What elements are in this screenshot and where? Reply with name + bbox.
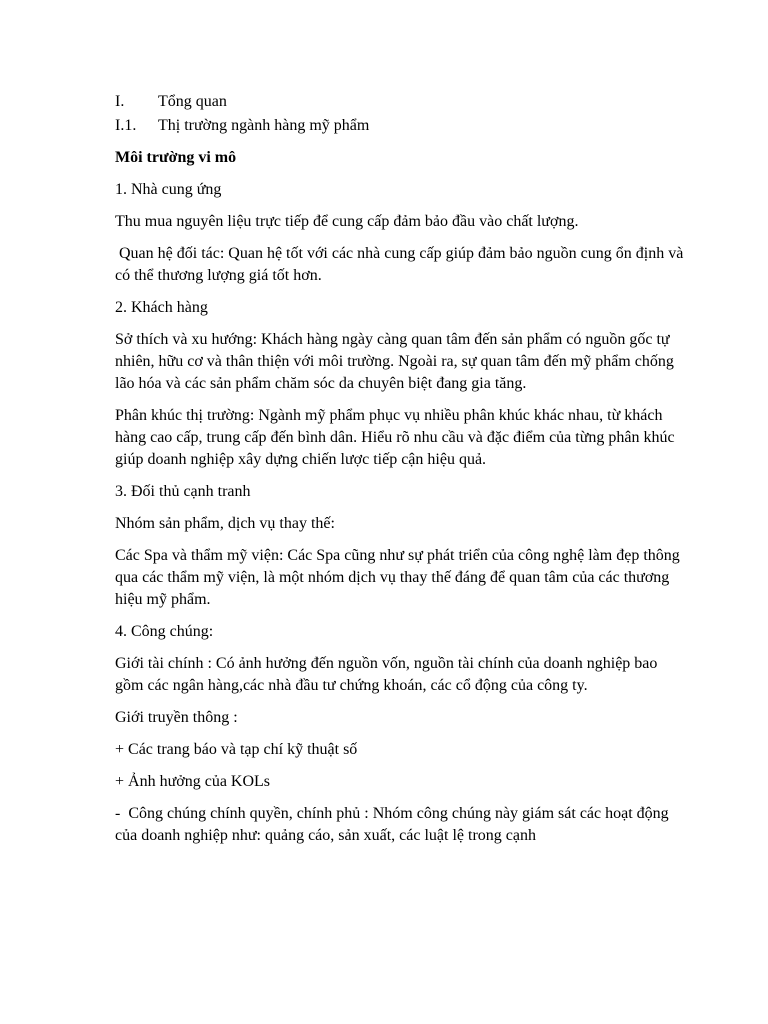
subsection-customers: 2. Khách hàng — [115, 299, 208, 316]
paragraph: Quan hệ đối tác: Quan hệ tốt với các nhà cung cấp giúp đảm bảo nguồn cung ổn định và có thể thương lượng giá tốt hơn. — [115, 245, 688, 284]
heading-number: I.1. — [115, 117, 137, 134]
heading-number: I. — [115, 93, 125, 110]
paragraph: Thu mua nguyên liệu trực tiếp để cung cấp đảm bảo đầu vào chất lượng. — [115, 213, 579, 230]
heading-cosmetics-market — [115, 114, 685, 138]
paragraph: Phân khúc thị trường: Ngành mỹ phẩm phục vụ nhiều phân khúc khác nhau, từ khách hàng cao cấp, trung cấp đến bình dân. Hiểu rõ nhu cầu và đặc điểm của từng phân khúc giúp doanh nghiệp xây dựng chiến lược tiếp cận hiệu quả. — [115, 407, 675, 468]
heading-title: Thị trường ngành hàng mỹ phẩm — [158, 117, 370, 134]
list-item: + Ảnh hưởng của KOLs — [115, 773, 271, 790]
paragraph: - Công chúng chính quyền, chính phủ : Nhóm công chúng này giám sát các hoạt động của doanh nghiệp như: quảng cáo, sản xuất, các luật lệ trong cạnh — [115, 805, 673, 844]
list-item: + Các trang báo và tạp chí kỹ thuật số — [115, 741, 358, 758]
subsection-competitors: 3. Đối thủ cạnh tranh — [115, 483, 251, 500]
subsection-suppliers: 1. Nhà cung ứng — [115, 181, 222, 198]
paragraph: Các Spa và thẩm mỹ viện: Các Spa cũng như sự phát triển của công nghệ làm đẹp thông qua các thẩm mỹ viện, là một nhóm dịch vụ thay thế đáng để quan tâm của các thương hiệu mỹ phẩm. — [115, 547, 680, 608]
section-title-micro-environment: Môi trường vi mô — [115, 149, 237, 166]
heading-list — [115, 90, 685, 138]
paragraph: Nhóm sản phẩm, dịch vụ thay thế: — [115, 515, 335, 532]
paragraph: Giới tài chính : Có ảnh hưởng đến nguồn vốn, nguồn tài chính của doanh nghiệp bao gồm các ngân hàng,các nhà đầu tư chứng khoán, các cổ động của công ty. — [115, 655, 658, 694]
subsection-public: 4. Công chúng: — [115, 623, 214, 640]
heading-title: Tổng quan — [158, 93, 227, 110]
paragraph: Sở thích và xu hướng: Khách hàng ngày càng quan tâm đến sản phẩm có nguồn gốc tự nhiên, hữu cơ và thân thiện với môi trường. Ngoài ra, sự quan tâm đến mỹ phẩm chống lão hóa và các sản phẩm chăm sóc da chuyên biệt đang gia tăng. — [115, 331, 674, 392]
heading-overview — [115, 90, 685, 114]
paragraph: Giới truyền thông : — [115, 709, 238, 726]
document-body — [115, 90, 688, 857]
